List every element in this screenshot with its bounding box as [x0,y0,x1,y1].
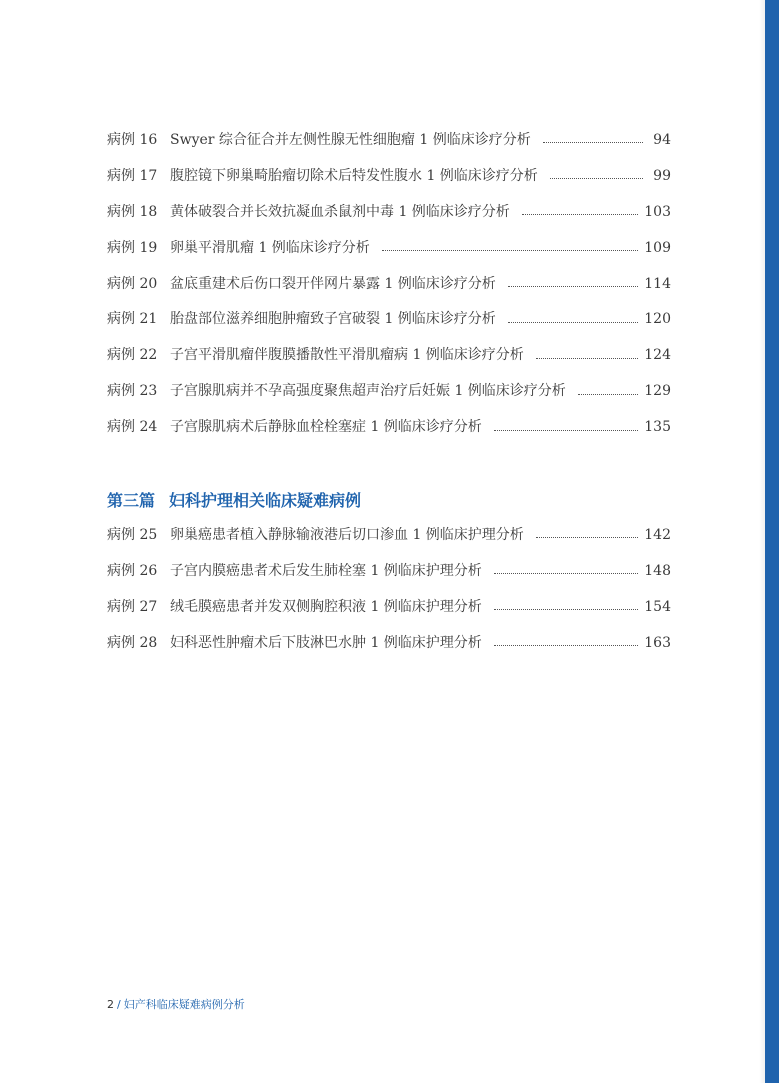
case-number: 病例 25 [107,527,158,543]
section-number: 第三篇 [107,491,156,510]
case-number: 病例 21 [107,311,158,328]
case-title: 盆底重建术后伤口裂开伴网片暴露 1 例临床诊疗分析 [170,275,496,292]
toc-entry[interactable] [107,374,671,410]
case-number: 病例 27 [107,598,158,615]
case-title: 黄体破裂合并长效抗凝血杀鼠剂中毒 1 例临床诊疗分析 [170,203,510,220]
toc-entry[interactable] [107,159,671,195]
page-number: 154 [644,598,671,615]
case-title: 胎盘部位滋养细胞肿瘤致子宫破裂 1 例临床诊疗分析 [170,311,496,328]
page-footer [107,996,245,1012]
page-number: 142 [644,527,671,543]
leader-dots [494,645,638,646]
page-number: 99 [653,167,671,184]
page-number: 124 [644,347,671,364]
toc-entry[interactable] [107,302,671,338]
toc-entry[interactable] [107,626,671,662]
case-number: 病例 18 [107,203,158,220]
toc-entry[interactable] [107,518,671,554]
case-title: 腹腔镜下卵巢畸胎瘤切除术后特发性腹水 1 例临床诊疗分析 [170,167,538,184]
leader-dots [508,322,638,323]
leader-dots [578,394,638,395]
page-number: 135 [644,419,671,436]
case-number: 病例 24 [107,419,158,436]
leader-dots [494,573,638,574]
case-title: 妇科恶性肿瘤术后下肢淋巴水肿 1 例临床护理分析 [170,634,482,651]
footer-separator: / [117,998,121,1011]
page-number: 148 [644,562,671,579]
page-number: 103 [644,203,671,220]
page-edge-bar [765,0,779,1083]
case-title: 卵巢癌患者植入静脉输液港后切口渗血 1 例临床护理分析 [170,527,524,543]
case-number: 病例 17 [107,167,158,184]
leader-dots [508,286,638,287]
case-title: 子宫平滑肌瘤伴腹膜播散性平滑肌瘤病 1 例临床诊疗分析 [170,347,524,364]
page-number: 94 [653,132,671,148]
toc-list-group-1 [107,123,671,446]
case-title: 卵巢平滑肌瘤 1 例临床诊疗分析 [170,239,370,256]
case-number: 病例 26 [107,562,158,579]
footer-book-title: 妇产科临床疑难病例分析 [123,998,245,1011]
page-number: 114 [644,275,671,292]
case-title: Swyer 综合征合并左侧性腺无性细胞瘤 1 例临床诊疗分析 [170,132,531,148]
section-heading[interactable] [107,488,361,511]
footer-page-number: 2 [107,998,114,1011]
page-number: 109 [644,239,671,256]
case-number: 病例 22 [107,347,158,364]
case-number: 病例 28 [107,634,158,651]
leader-dots [536,358,638,359]
toc-entry[interactable] [107,231,671,267]
toc-entry[interactable] [107,410,671,446]
case-title: 子宫腺肌病术后静脉血栓栓塞症 1 例临床诊疗分析 [170,419,482,436]
case-number: 病例 20 [107,275,158,292]
case-number: 病例 23 [107,383,158,400]
toc-entry[interactable] [107,195,671,231]
case-title: 子宫腺肌病并不孕高强度聚焦超声治疗后妊娠 1 例临床诊疗分析 [170,383,566,400]
toc-list-group-2 [107,518,671,662]
case-number: 病例 19 [107,239,158,256]
case-title: 子宫内膜癌患者术后发生肺栓塞 1 例临床护理分析 [170,562,482,579]
page-number: 129 [644,383,671,400]
toc-entry[interactable] [107,554,671,590]
leader-dots [522,214,638,215]
toc-entry[interactable] [107,338,671,374]
section-title-text: 妇科护理相关临床疑难病例 [169,491,362,510]
toc-entry[interactable] [107,123,671,159]
page-number: 120 [644,311,671,328]
toc-entry[interactable] [107,590,671,626]
case-title: 绒毛膜癌患者并发双侧胸腔积液 1 例临床护理分析 [170,598,482,615]
leader-dots [494,430,638,431]
toc-entry[interactable] [107,267,671,303]
leader-dots [536,537,638,538]
leader-dots [494,609,638,610]
leader-dots [550,178,643,179]
leader-dots [382,250,638,251]
leader-dots [543,142,643,143]
page-number: 163 [644,634,671,651]
case-number: 病例 16 [107,132,158,148]
